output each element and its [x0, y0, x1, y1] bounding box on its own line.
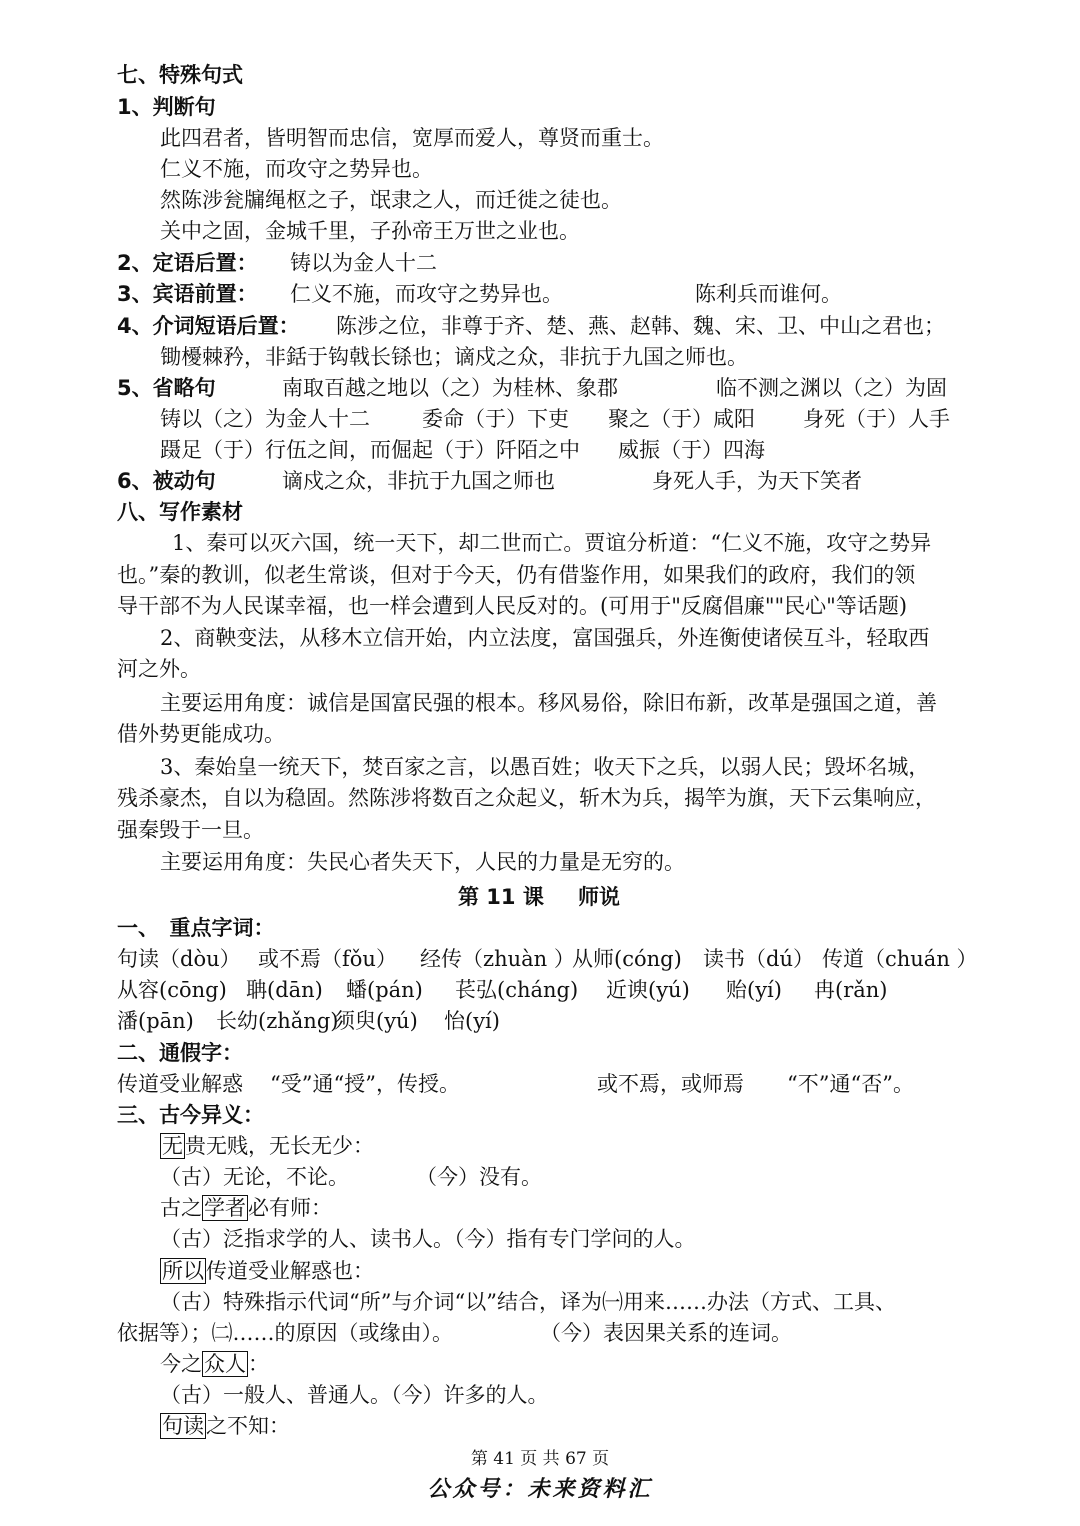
entry-prefix: 古之: [160, 1196, 202, 1220]
paragraph-line: 河之外。: [117, 657, 201, 681]
boxed-term: 句读: [162, 1414, 204, 1438]
judgment-line-1: 此四君者，皆明智而忠信，宽厚而爱人，尊贤而重士。: [160, 126, 664, 150]
key-word: 长幼(zhǎng): [216, 1009, 339, 1033]
tongjia-item: “不”通“否”。: [787, 1072, 914, 1096]
prep-phrase-example-2: 锄櫌棘矜，非銛于钩戟长铩也；谪戍之众，非抗于九国之师也。: [160, 345, 748, 369]
ellipsis-example: 临不测之渊以（之）为固: [716, 376, 947, 400]
ellipsis-example: 南取百越之地以（之）为桂林、象郡: [282, 376, 618, 400]
key-words-heading: 一、 重点字词：: [117, 916, 275, 940]
key-word: 贻(yí): [726, 978, 782, 1002]
paragraph-line: 借外势更能成功。: [117, 722, 285, 746]
prep-phrase-label: 4、介词短语后置：: [117, 314, 300, 338]
entry-sentence: ：: [248, 1352, 269, 1376]
boxed-term: 众人: [204, 1352, 246, 1376]
paragraph-line: 导干部不为人民谋幸福，也一样会遭到人民反对的。(可用于"反腐倡廉""民心"等话题): [117, 594, 908, 618]
paragraph-line: 2、商鞅变法，从移木立信开始，内立法度，富国强兵，外连衡使诸侯互斗，轻取西: [160, 626, 930, 650]
gujin-entry-5: [160, 1411, 1080, 1441]
key-word: 读书（dú）: [703, 947, 814, 971]
tongjia-item: 或不焉，或师焉: [597, 1072, 744, 1096]
ellipsis-label: 5、省略句: [117, 376, 216, 400]
watermark-text: 公众号：未来资料汇: [427, 1476, 653, 1502]
key-word: 传道（chuán ）: [822, 947, 978, 971]
ellipsis-example: 聚之（于）咸阳: [608, 407, 755, 431]
paragraph-line: 强秦毁于一旦。: [117, 818, 264, 842]
entry-sentence: 必有师：: [248, 1196, 332, 1220]
key-word: 从容(cōng): [117, 978, 227, 1002]
key-word: 聃(dān): [246, 978, 323, 1002]
entry-sentence: 之不知：: [206, 1414, 290, 1438]
lesson-name: 师说: [578, 885, 620, 909]
gujin-meaning-3-line-1: （古）特殊指示代词“所”与介词“以”结合，译为㈠用来……办法（方式、工具、: [160, 1290, 896, 1314]
key-word: 潘(pān): [117, 1009, 194, 1033]
gujin-entry-1: [160, 1131, 1080, 1161]
passive-label: 6、被动句: [117, 469, 216, 493]
key-word: 须臾(yú): [334, 1009, 418, 1033]
key-word: 冉(rǎn): [814, 978, 888, 1002]
paragraph-line: 1、秦可以灭六国，统一天下，却二世而亡。贾谊分析道：“仁义不施，攻守之势异: [172, 531, 932, 555]
modern-meaning: （今）没有。: [416, 1165, 542, 1189]
paragraph-line: 主要运用角度：诚信是国富民强的根本。移风易俗，除旧布新，改革是强国之道，善: [160, 691, 937, 715]
boxed-term: 所以: [162, 1259, 204, 1283]
section8-heading: 八、写作素材: [117, 500, 243, 524]
object-front-label: 3、宾语前置：: [117, 282, 258, 306]
key-word: 或不焉（fǒu）: [258, 947, 397, 971]
paragraph-line: 残杀豪杰，自以为稳固。然陈涉将数百之众起义，斩木为兵，揭竿为旗，天下云集响应，: [117, 786, 936, 810]
judgment-line-3: 然陈涉瓮牖绳枢之子，氓隶之人，而迁徙之徒也。: [160, 188, 622, 212]
entry-sentence: 传道受业解惑也：: [206, 1259, 374, 1283]
gujin-heading: 三、古今异义：: [117, 1103, 264, 1127]
ellipsis-example: 蹑足（于）行伍之间，而倔起（于）阡陌之中: [160, 438, 580, 462]
attributive-label: 2、定语后置：: [117, 251, 258, 275]
passive-example-1: 谪戍之众，非抗于九国之师也: [282, 469, 555, 493]
attributive-example: 铸以为金人十二: [290, 251, 437, 275]
paragraph-line: 也。”秦的教训，似老生常谈，但对于今天，仍有借鉴作用，如果我们的政府，我们的领: [117, 563, 916, 587]
boxed-term: 学者: [204, 1196, 246, 1220]
boxed-term: 无: [162, 1134, 183, 1158]
page-number: 第 41 页 共 67 页: [470, 1449, 610, 1469]
gujin-entry-4: [160, 1349, 1080, 1379]
paragraph-line: 3、秦始皇一统天下，焚百家之言，以愚百姓；收天下之兵，以弱人民；毁坏名城，: [160, 755, 930, 779]
passive-example-2: 身死人手，为天下笑者: [652, 469, 862, 493]
tongjia-item: “受”通“授”，传授。: [270, 1072, 460, 1096]
key-word: 句读（dòu）: [117, 947, 241, 971]
ellipsis-example: 身死（于）人手: [803, 407, 950, 431]
prep-phrase-example-1: 陈涉之位，非尊于齐、楚、燕、赵韩、魏、宋、卫、中山之君也；: [336, 314, 945, 338]
gujin-meaning-4: （古）一般人、普通人。（今）许多的人。: [160, 1383, 549, 1407]
entry-prefix: 今之: [160, 1352, 202, 1376]
judgment-line-4: 关中之固，金城千里，子孙帝王万世之业也。: [160, 219, 580, 243]
key-word: 苌弘(cháng): [455, 978, 579, 1002]
object-front-example-2: 陈利兵而谁何。: [695, 282, 842, 306]
ancient-meaning: （古）无论，不论。: [160, 1165, 349, 1189]
section7-heading: 七、特殊句式: [117, 63, 243, 87]
key-word: 怡(yí): [444, 1009, 500, 1033]
entry-sentence: 贵无贱，无长无少：: [185, 1134, 374, 1158]
ellipsis-example: 威振（于）四海: [618, 438, 765, 462]
ancient-meaning-cont: 依据等）；㈡……的原因（或缘由）。: [117, 1321, 453, 1345]
gujin-meaning-2: （古）泛指求学的人、读书人。（今）指有专门学问的人。: [160, 1227, 696, 1251]
ellipsis-example: 铸以（之）为金人十二: [160, 407, 370, 431]
object-front-example-1: 仁义不施，而攻守之势异也。: [290, 282, 563, 306]
modern-meaning: （今）表因果关系的连词。: [540, 1321, 792, 1345]
key-word: 经传（zhuàn ）: [420, 947, 575, 971]
key-word: 近谀(yú): [606, 978, 690, 1002]
paragraph-line: 主要运用角度：失民心者失天下，人民的力量是无穷的。: [160, 850, 685, 874]
key-word: 蟠(pán): [346, 978, 423, 1002]
key-word: 从师(cóng): [572, 947, 682, 971]
gujin-entry-3: [160, 1256, 1080, 1286]
lesson-number: 第 11 课: [458, 885, 544, 909]
gujin-entry-2: [160, 1193, 1080, 1223]
judgment-label: 1、判断句: [117, 95, 216, 119]
tongjia-heading: 二、通假字：: [117, 1041, 243, 1065]
ellipsis-example: 委命（于）下吏: [422, 407, 569, 431]
tongjia-item: 传道受业解惑: [117, 1072, 243, 1096]
judgment-line-2: 仁义不施，而攻守之势异也。: [160, 157, 433, 181]
